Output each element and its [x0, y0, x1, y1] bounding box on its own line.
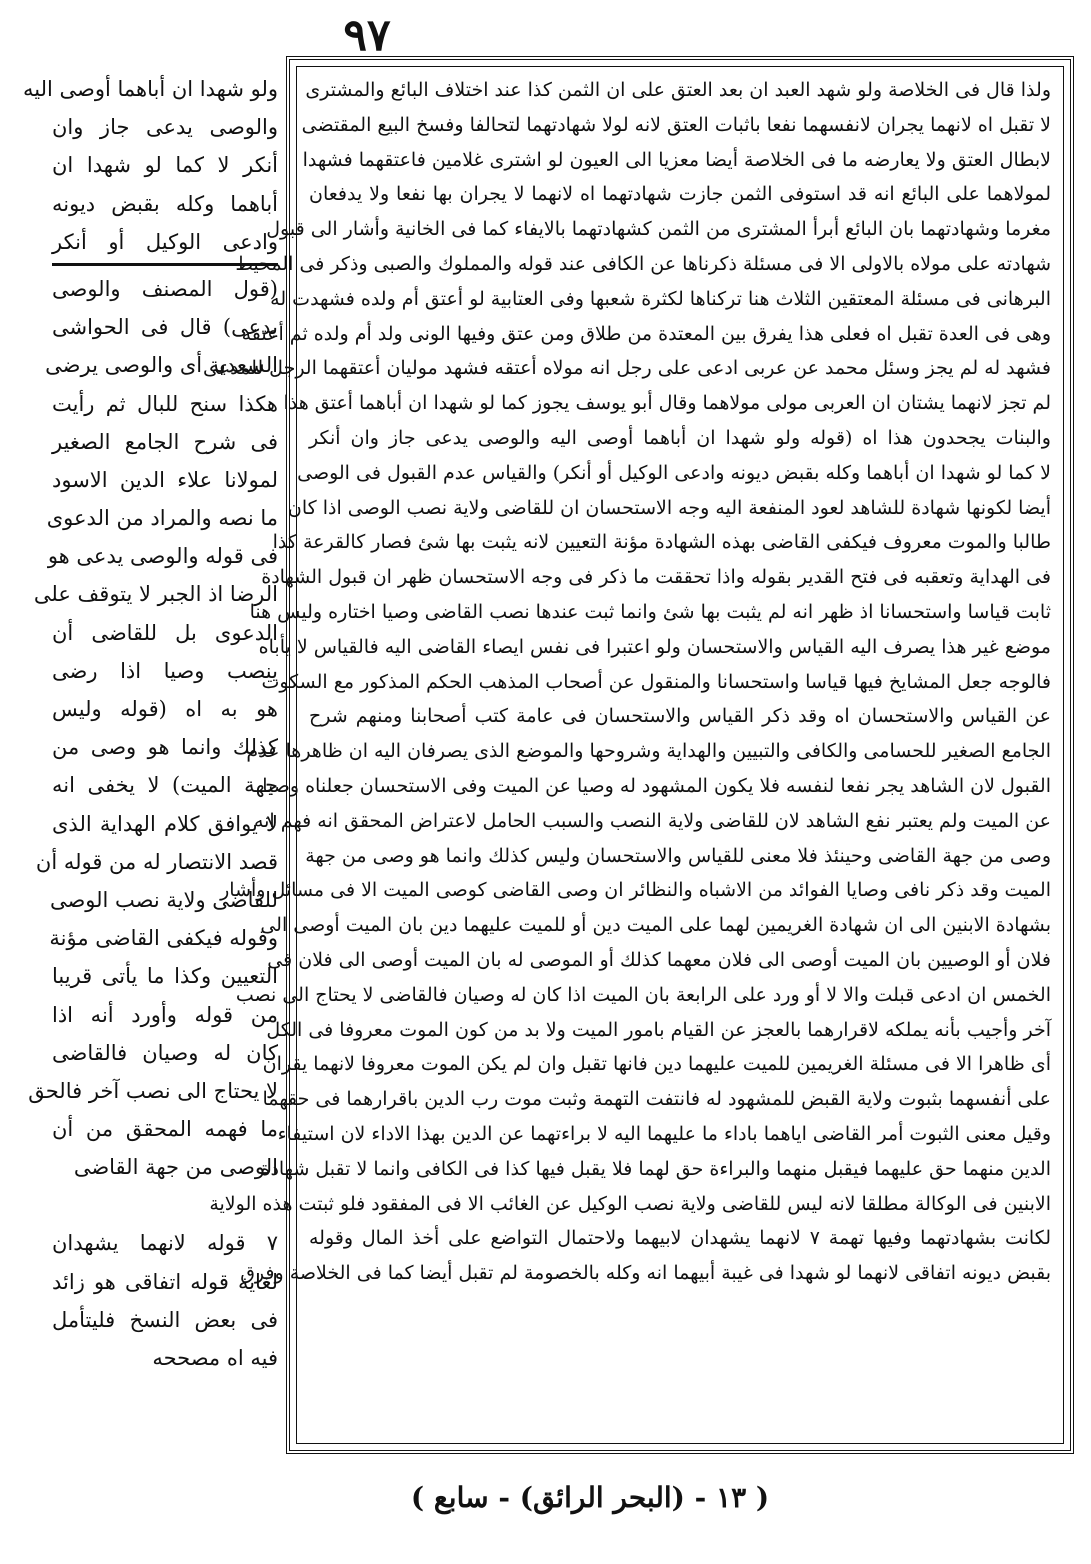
margin-divider: [52, 263, 278, 266]
margin-text-line: ولو شهدا ان أباهما أوصى اليه: [23, 77, 278, 101]
main-text-line: وهى فى العدة تقبل اه فعلى هذا يفرق بين المعتدة من طلاق ومن عتق وفيها الونى ولد أم ولده ثم أعتقه: [241, 322, 1051, 345]
main-text-line: الدين منهما حق عليهما فيقبل منهما والبراءة حق لهما فلا يقبل فيها كذا فى الكافى وانما لا تقبل شهادة: [260, 1157, 1051, 1180]
main-text-line: القبول لان الشاهد يجر نفعا لنفسه فلا يكون المشهود له وصيا عن الميت وفى الاستحسان جعلناه وصيا: [262, 774, 1051, 797]
main-text-line: لا كما لو شهدا ان أباهما وكله بقبض ديونه وادعى الوكيل أو أنكر) والقياس عدم القبول فى الوصى: [297, 461, 1051, 484]
main-text-line: لكانت بشهادتهما وفيها تهمة ٧ لانهما يشهدان لابيهما ولاحتمال التواضع على أخذ المال وقوله: [309, 1227, 1051, 1250]
margin-footnote-line: فيه اه مصححه: [152, 1346, 278, 1370]
margin-text-line: لمولانا علاء الدين الاسود: [52, 467, 278, 492]
main-text-line: شهادته على مولاه بالاولى الا فى مسئلة ذكرناها عن الكافى عند قوله والمملوك والصبى وذكر فى المحيط: [235, 252, 1051, 275]
margin-text-line: هكذا سنح للبال ثم رأيت: [52, 391, 278, 416]
margin-text-line: الوصى من جهة القاضى: [73, 1155, 278, 1180]
main-text-line: لمولاهما على البائع انه قد استوفى الثمن جازت شهادتهما اه لانهما لا يجران بها نفعا ولا يدفعان: [309, 183, 1051, 206]
main-text-line: أى ظاهرا الا فى مسئلة الغريمين للميت عليهما دين فانها تقبل وان لم يكن الموت معروفا لانهما يقران: [262, 1053, 1051, 1076]
margin-text-line: فى قوله والوصى يدعى هو: [47, 544, 278, 569]
main-text-line: البرهانى فى مسئلة المعتقين الثلاث هنا تركناها لكثرة شعبها وفى العتابية لو أعتق أم ولده فشهدت له: [270, 287, 1051, 310]
main-text-line: فى الهداية وتعقبه فى فتح القدير بقوله واذا تحققت ما ذكر فى وجه الاستحسان ظهر ان قبول الشهادة: [261, 566, 1051, 589]
margin-text-line: هو به اه (قوله وليس: [52, 697, 278, 721]
margin-text-line: فى شرح الجامع الصغير: [52, 429, 278, 454]
margin-text-line: ما نصه والمراد من الدعوى: [46, 506, 278, 531]
margin-text-line: السعدية أى والوصى يرضى: [45, 353, 278, 378]
main-text-line: وقيل معنى الثبوت أمر القاضى اياهما باداء ما عليهما اليه لا براءتهما عن الدين بهذا الاداء لان استيفاء: [277, 1122, 1051, 1145]
margin-text-line: ما فهمه المحقق من أن: [52, 1117, 278, 1142]
main-text-line: الميت وقد ذكر نافى وصايا الفوائد من الاشباه والنظائر ان وصى القاضى كوصى الميت الا فى مسائل وأشار: [220, 879, 1051, 902]
margin-text-line: أنكر لا كما لو شهدا ان: [52, 153, 278, 178]
page-number: ٩٧: [343, 10, 391, 61]
margin-gap: [52, 1186, 278, 1224]
margin-text-line: لا يحتاج الى نصب آخر فالحق: [28, 1078, 278, 1103]
main-text-line: الابنين فى الوكالة مطلقا لانه ليس للقاضى ولاية نصب الوكيل عن الغائب الا فى المفقود فلو ثبتت هذه الولاية: [209, 1192, 1051, 1215]
margin-text-line: ينصب وصيا اذا رضى: [52, 658, 278, 683]
main-text-line: فشهد له لم يجز وسئل محمد عن عربى ادعى على رجل انه مولاه أعتقه فشهد موليان أعتقهما الرجل للمدعى: [202, 357, 1051, 380]
margin-text-line: كان له وصيان فالقاضى: [52, 1040, 278, 1065]
main-text-line: مغرما وشهادتهما بان البائع أبرأ المشترى من الثمن كشهادتهما بالايفاء كما فى الخانية وأشار الى قبول: [266, 218, 1051, 241]
main-text-line: لابطال العتق ولا يعارضه ما فى الخلاصة أيضا معزيا الى العيون لو اشترى غلامين فاعتقهما فشهدا: [302, 148, 1051, 171]
margin-text-line: أباهما وكله بقبض ديونه: [52, 191, 278, 216]
main-text-line: بشهادة الابنين الى ان شهادة الغريمين لهما على الميت دين أو للميت عليهما دين بان الميت أوصى الى: [260, 914, 1051, 937]
main-text-line: ثابت قياسا واستحسانا اذ ظهر انه لم يثبت بها شئ وانما ثبت عندها نصب القاضى وصيا اختاره وليس هنا: [249, 600, 1051, 623]
margin-commentary: [23, 70, 278, 1450]
main-text-line: عن القياس والاستحسان اه وقد ذكر القياس والاستحسان فى عامة كتب أصحابنا ومنهم شرح: [309, 705, 1051, 728]
margin-text-line: وقوله فيكفى القاضى مؤنة: [49, 926, 278, 951]
margin-text-line: وادعى الوكيل أو أنكر: [52, 229, 278, 254]
margin-excerpt: [23, 70, 278, 261]
margin-text-line: (قول المصنف والوصى: [52, 276, 278, 301]
main-text-line: والبنات يجحدون هذا اه (قوله ولو شهدا ان أباهما أوصى اليه والوصى يدعى جاز وان أنكر: [309, 426, 1051, 449]
margin-footnote-line: فى بعض النسخ فليتأمل: [52, 1307, 278, 1332]
margin-text-line: والوصى يدعى جاز وان: [52, 115, 278, 140]
margin-glosses: [28, 270, 278, 1187]
main-text-line: فلان أو الوصيين بان الميت أوصى الى فلان معهما كذلك أو الموصى له بان الميت أوصى الى فلان فى: [267, 948, 1051, 971]
margin-footnote: [52, 1224, 278, 1377]
main-text-line: ولذا قال فى الخلاصة ولو شهد العبد ان بعد العتق على ان الثمن كذا عند اختلاف البائع والمشترى: [305, 79, 1051, 101]
main-text-line: الجامع الصغير للحسامى والكافى والتبيين والهداية وشروحها والموضع الذى يصرفان اليه ان ظاهرها عدم: [246, 740, 1051, 763]
margin-text-line: من قوله وأورد أنه اذا: [52, 1002, 278, 1027]
margin-text-line: لا يوافق كلام الهداية الذى: [52, 811, 278, 836]
margin-text-line: الدعوى بل للقاضى أن: [52, 620, 278, 645]
main-text-line: آخر وأجيب بأنه يملكه لاقرارهما بالعجز عن القيام بامور الميت ولا بد من كون الموت معروفا فى الكل: [266, 1018, 1051, 1041]
main-text-line: لم تجز لانهما يشتان ان العربى مولى مولاهما وقال أبو يوسف يجوز كما لو شهدا ان أباهما أعتق هذا: [283, 392, 1051, 415]
main-text-line: بقبض ديونه اتفاقى لانهما لو شهدا فى غيبة أبيهما انه وكله بالخصومة لم تقبل أيضا كما فى الخلاصة وفرق: [240, 1262, 1051, 1285]
main-text-line: لا تقبل اه لانهما يجران لانفسهما نفعا باثبات العتق لانه لولا شهادتهما لتحالفا وفسخ البيع المقتضى: [301, 113, 1051, 136]
margin-footnote-line: ٧ قوله لانهما يشهدان: [52, 1231, 278, 1256]
main-text-line: فالوجه جعل المشايخ فيها قياسا واستحسانا والمنقول عن أصحاب المذهب الحكم المذكور مع السكوت: [261, 670, 1051, 693]
main-text-line: على أنفسهما بثبوت ولاية القبض للمشهود له فانتفت التهمة وثبت موت رب الدين باقرارهما فى حقهما: [262, 1088, 1051, 1111]
main-text-line: الخمس ان ادعى قبلت والا لا أو ورد على الرابعة بان الميت اذا كان له وصيان فالقاضى لا يحتاج الى نصب: [235, 983, 1051, 1006]
margin-footnote-line: لغاية قوله اتفاقى هو زائد: [52, 1269, 278, 1294]
margin-text-line: التعيين وكذا ما يأتى قريبا: [52, 964, 278, 989]
margin-text-line: قصد الانتصار له من قوله أن: [35, 849, 278, 874]
margin-text-line: للقاضى ولاية نصب الوصى: [49, 887, 278, 912]
main-text-line: أيضا لكونها شهادة للشاهد لعود المنفعة اليه وجه الاستحسان ان للقاضى ولاية نصب الوصى اذا كان: [287, 496, 1051, 519]
page-footer: ( ١٣ - (البحر الرائق) - سابع ): [410, 1481, 770, 1514]
main-text-line: عن الميت ولم يعتبر نفع الشاهد لان للقاضى ولاية النصب والسبب الحامل لاعتراض المحقق انه فهم انه: [253, 809, 1051, 832]
main-text-line: وصى من جهة القاضى وحينئذ فلا معنى للقياس والاستحسان وليس كذلك وانما هو وصى من جهة: [305, 844, 1051, 867]
margin-text-line: يدعى) قال فى الحواشى: [52, 315, 278, 340]
margin-text-line: جهة الميت) لا يخفى انه: [52, 773, 278, 798]
main-text-line: موضع غير هذا يصرف اليه القياس والاستحسان ولو اعتبرا فى نفس ايصاء القاضى اليه فالقياس لا يأباه: [258, 635, 1051, 658]
margin-text-line: الرضا اذ الجبر لا يتوقف على: [33, 582, 278, 607]
main-text-line: طالبا والموت معروف فيكفى القاضى بهذه الشهادة مؤنة التعيين لانه يثبت بها شئ فصار كالقرعة كذا: [272, 531, 1051, 554]
margin-text-line: كذلك وانما هو وصى من: [52, 735, 278, 760]
